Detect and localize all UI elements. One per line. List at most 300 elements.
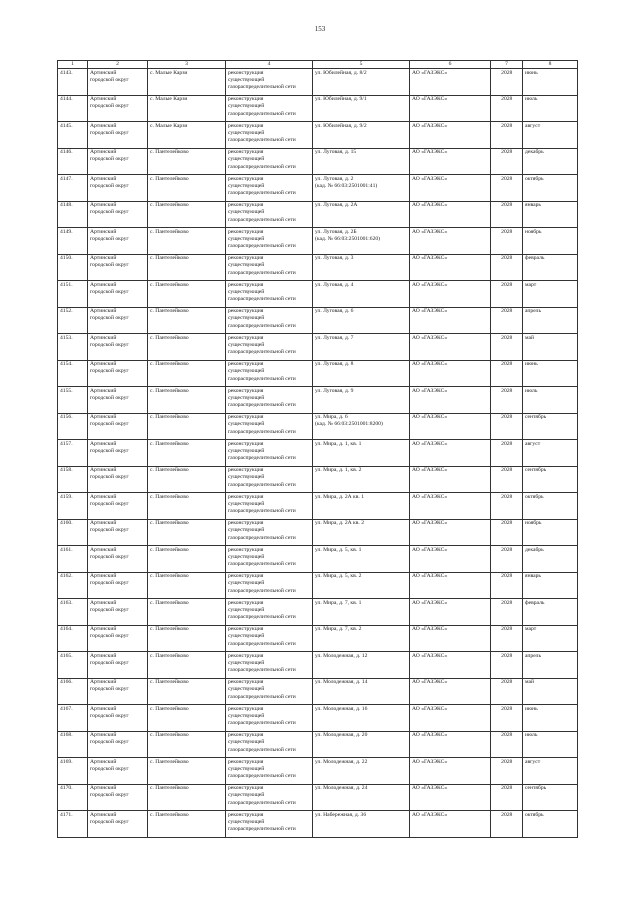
district-cell-line: городской округ [90,394,129,401]
work-type-cell-line: газораспределительной сети [228,481,296,488]
year-cell: 2028 [491,413,523,440]
address-cell-line: ул. Мира, д. 7, кв. 2 [315,626,362,632]
district-cell [88,201,148,228]
table-row [58,546,578,573]
work-type-cell-line: существующей [228,156,265,163]
month-cell: май [523,678,578,705]
work-type-cell-line: существующей [228,262,265,269]
district-cell-line: городской округ [90,712,129,719]
work-type-cell-line: реконструкция [228,467,264,473]
district-cell-line: городской округ [90,500,129,507]
work-type-cell-line: реконструкция [228,705,264,712]
table-row [58,254,578,281]
work-type-cell-line: реконструкция [228,732,264,738]
year-cell: 2028 [491,95,523,122]
locality-cell: с. Пантелейково [148,254,226,281]
work-type-cell [226,201,313,228]
row-number: 4150. [58,254,88,281]
district-cell [88,281,148,308]
work-type-cell-line: существующей [228,606,265,613]
locality-cell: с. Пантелейково [148,731,226,758]
row-number: 4161. [58,546,88,573]
year-cell: 2028 [491,519,523,546]
locality-cell: с. Пантелейково [148,148,226,175]
row-number: 4169. [58,758,88,785]
table-row [58,784,578,811]
address-cell [313,387,410,414]
district-cell-line: Артинский [90,440,117,447]
work-type-cell-line: газораспределительной сети [228,508,296,515]
district-cell-line: Артинский [90,387,117,394]
work-type-cell [226,69,313,96]
month-cell: февраль [523,599,578,626]
district-cell [88,466,148,493]
district-cell-line: городской округ [90,315,129,322]
organization-cell: АО «ГАЗЭКС» [410,360,491,387]
work-type-cell-line: реконструкция [228,96,264,102]
row-number: 4158. [58,466,88,493]
column-number: 8 [523,61,578,69]
work-type-cell-line: реконструкция [228,626,264,632]
year-cell: 2028 [491,466,523,493]
year-cell: 2028 [491,69,523,96]
work-type-cell-line: газораспределительной сети [228,375,296,382]
table-row [58,493,578,520]
district-cell [88,69,148,96]
year-cell: 2028 [491,599,523,626]
work-type-cell-line: газораспределительной сети [228,216,296,223]
address-cell [313,546,410,573]
row-number: 4148. [58,201,88,228]
address-cell-line: ул. Молодежная, д. 12 [315,652,368,659]
row-number: 4165. [58,652,88,679]
row-number: 4152. [58,307,88,334]
year-cell: 2028 [491,307,523,334]
row-number: 4160. [58,519,88,546]
work-type-cell [226,652,313,679]
column-number: 7 [491,61,523,69]
locality-cell: с. Пантелейково [148,519,226,546]
row-number: 4166. [58,678,88,705]
address-cell-line: (кад. № 66:03:2501001:620) [315,235,381,242]
organization-cell: АО «ГАЗЭКС» [410,334,491,361]
work-type-cell-line: существующей [228,394,265,401]
work-type-cell-line: существующей [228,235,265,242]
table-row [58,360,578,387]
work-type-cell-line: газораспределительной сети [228,773,296,780]
district-cell-line: городской округ [90,739,129,746]
work-type-cell-line: газораспределительной сети [228,587,296,594]
work-type-cell [226,254,313,281]
district-cell [88,175,148,202]
district-cell [88,440,148,467]
work-type-cell-line: реконструкция [228,758,264,765]
year-cell: 2028 [491,705,523,732]
work-type-cell-line: реконструкция [228,785,264,791]
year-cell: 2028 [491,334,523,361]
table-row [58,678,578,705]
work-type-cell [226,122,313,149]
address-cell-line: ул. Мира, д. 5, кв. 2 [315,573,362,579]
organization-cell: АО «ГАЗЭКС» [410,95,491,122]
organization-cell: АО «ГАЗЭКС» [410,705,491,732]
year-cell: 2028 [491,387,523,414]
organization-cell: АО «ГАЗЭКС» [410,811,491,838]
address-cell [313,307,410,334]
row-number: 4143. [58,69,88,96]
district-cell-line: Артинский [90,679,117,685]
row-number: 4167. [58,705,88,732]
address-cell-line: ул. Молодежная, д. 24 [315,785,368,791]
work-type-cell-line: существующей [228,500,265,507]
district-cell-line: городской округ [90,633,129,640]
work-type-cell-line: существующей [228,553,265,560]
work-type-cell-line: существующей [228,792,265,799]
work-type-cell-line: газораспределительной сети [228,799,296,806]
table-row [58,201,578,228]
month-cell: июль [523,387,578,414]
table-row [58,625,578,652]
year-cell: 2028 [491,440,523,467]
district-cell [88,652,148,679]
table-row [58,599,578,626]
year-cell: 2028 [491,678,523,705]
district-cell [88,360,148,387]
work-type-cell-line: существующей [228,633,265,640]
work-type-cell [226,387,313,414]
district-cell-line: Артинский [90,758,117,765]
page-number: 153 [314,25,326,33]
work-type-cell-line: существующей [228,341,265,348]
district-cell-line: Артинский [90,255,117,261]
work-type-cell [226,784,313,811]
work-type-cell [226,413,313,440]
district-cell-line: городской округ [90,421,129,428]
work-type-cell-line: газораспределительной сети [228,190,296,197]
district-cell-line: Артинский [90,811,117,818]
organization-cell: АО «ГАЗЭКС» [410,546,491,573]
row-number: 4147. [58,175,88,202]
locality-cell: с. Пантелейково [148,387,226,414]
work-type-cell-line: газораспределительной сети [228,84,296,91]
district-cell-line: Артинский [90,175,117,182]
year-cell: 2028 [491,572,523,599]
organization-cell: АО «ГАЗЭКС» [410,678,491,705]
month-cell: август [523,758,578,785]
work-type-cell [226,731,313,758]
work-type-cell-line: газораспределительной сети [228,322,296,329]
year-cell: 2028 [491,175,523,202]
district-cell-line: Артинский [90,573,117,579]
year-cell: 2028 [491,652,523,679]
district-cell-line: Артинский [90,69,117,76]
month-cell: январь [523,201,578,228]
district-cell [88,334,148,361]
work-type-cell [226,466,313,493]
address-cell-line: ул. Юбилейная, д. 9/1 [315,96,367,102]
work-type-cell-line: реконструкция [228,414,264,420]
organization-cell: АО «ГАЗЭКС» [410,254,491,281]
table-row [58,652,578,679]
locality-cell: с. Пантелейково [148,546,226,573]
district-cell-line: Артинский [90,520,117,526]
district-cell-line: городской округ [90,686,129,693]
district-cell-line: Артинский [90,122,117,129]
work-type-cell-line: реконструкция [228,546,264,553]
locality-cell: с. Пантелейково [148,413,226,440]
table-row [58,705,578,732]
address-cell [313,413,410,440]
locality-cell: с. Пантелейково [148,625,226,652]
work-type-cell-line: реконструкция [228,255,264,261]
column-number: 4 [226,61,313,69]
work-type-cell [226,440,313,467]
address-cell [313,625,410,652]
year-cell: 2028 [491,625,523,652]
organization-cell: АО «ГАЗЭКС» [410,307,491,334]
address-cell [313,228,410,255]
month-cell: ноябрь [523,519,578,546]
locality-cell: с. Пантелейково [148,201,226,228]
work-type-cell [226,334,313,361]
table-row [58,281,578,308]
month-cell: апрель [523,307,578,334]
work-type-cell-line: газораспределительной сети [228,243,296,250]
month-cell: июль [523,731,578,758]
table-row [58,69,578,96]
work-type-cell-line: реконструкция [228,387,264,394]
row-number: 4154. [58,360,88,387]
organization-cell: АО «ГАЗЭКС» [410,519,491,546]
work-type-cell-line: существующей [228,421,265,428]
work-type-cell-line: газораспределительной сети [228,746,296,753]
address-cell-line: ул. Мира, д. 2А кв. 1 [315,493,365,500]
organization-cell: АО «ГАЗЭКС» [410,731,491,758]
year-cell: 2028 [491,201,523,228]
organization-cell: АО «ГАЗЭКС» [410,572,491,599]
year-cell: 2028 [491,758,523,785]
table-body [58,69,578,838]
work-type-cell [226,572,313,599]
district-cell [88,784,148,811]
district-cell-line: городской округ [90,606,129,613]
table-header [58,61,578,69]
address-cell-line: ул. Луговая, д. 9 [315,387,354,394]
year-cell: 2028 [491,254,523,281]
address-cell-line: ул. Набережная, д. 36 [315,811,367,818]
month-cell: март [523,625,578,652]
work-type-cell-line: газораспределительной сети [228,561,296,568]
work-type-cell-line: существующей [228,182,265,189]
district-cell-line: Артинский [90,546,117,553]
organization-cell: АО «ГАЗЭКС» [410,784,491,811]
district-cell-line: городской округ [90,818,129,825]
address-cell [313,784,410,811]
row-number: 4168. [58,731,88,758]
address-cell [313,334,410,361]
district-cell-line: городской округ [90,447,129,454]
work-type-cell-line: реконструкция [228,679,264,685]
table-row [58,811,578,838]
work-type-cell-line: реконструкция [228,573,264,579]
locality-cell: с. Пантелейково [148,678,226,705]
work-type-cell [226,95,313,122]
district-cell [88,387,148,414]
district-cell [88,519,148,546]
year-cell: 2028 [491,784,523,811]
work-type-cell [226,493,313,520]
address-cell [313,281,410,308]
district-cell [88,307,148,334]
district-cell-line: городской округ [90,341,129,348]
district-cell-line: Артинский [90,414,117,420]
district-cell [88,546,148,573]
year-cell: 2028 [491,148,523,175]
address-cell [313,69,410,96]
organization-cell: АО «ГАЗЭКС» [410,122,491,149]
work-type-cell-line: газораспределительной сети [228,534,296,541]
work-type-cell-line: газораспределительной сети [228,137,296,144]
address-cell-line: ул. Мира, д. 1, кв. 1 [315,440,362,447]
month-cell: декабрь [523,148,578,175]
work-type-cell-line: реконструкция [228,202,264,208]
work-type-cell-line: существующей [228,447,265,454]
address-cell-line: ул. Мира, д. 5, кв. 1 [315,546,362,553]
district-cell-line: Артинский [90,228,117,235]
locality-cell: с. Пантелейково [148,175,226,202]
address-cell [313,360,410,387]
locality-cell: с. Пантелейково [148,360,226,387]
district-cell-line: Артинский [90,281,117,288]
work-type-cell-line: газораспределительной сети [228,296,296,303]
address-cell-line: ул. Луговая, д. 8 [315,361,354,367]
work-type-cell [226,811,313,838]
address-cell-line: ул. Луговая, д. 2Б [315,228,357,235]
address-cell-line: ул. Мира, д. 1, кв. 2 [315,467,362,473]
address-cell-line: ул. Молодежная, д. 16 [315,705,368,712]
work-type-cell-line: газораспределительной сети [228,163,296,170]
work-type-cell [226,307,313,334]
row-number: 4144. [58,95,88,122]
locality-cell: с. Пантелейково [148,705,226,732]
district-cell-line: городской округ [90,156,129,163]
month-cell: сентябрь [523,413,578,440]
locality-cell: с. Пантелейково [148,466,226,493]
address-cell-line: ул. Юбилейная, д. 9/2 [315,122,367,129]
address-cell-line: ул. Луговая, д. 4 [315,281,354,288]
district-cell [88,493,148,520]
locality-cell: с. Пантелейково [148,493,226,520]
organization-cell: АО «ГАЗЭКС» [410,228,491,255]
row-number: 4163. [58,599,88,626]
work-type-cell-line: газораспределительной сети [228,269,296,276]
district-cell [88,705,148,732]
district-cell [88,811,148,838]
table-row [58,466,578,493]
district-cell [88,413,148,440]
work-type-cell-line: существующей [228,368,265,375]
address-cell [313,122,410,149]
district-cell-line: городской округ [90,580,129,587]
row-number: 4157. [58,440,88,467]
district-cell-line: Артинский [90,467,117,473]
district-cell-line: Артинский [90,652,117,659]
address-cell [313,678,410,705]
address-cell [313,493,410,520]
row-number: 4156. [58,413,88,440]
locality-cell: с. Пантелейково [148,599,226,626]
table-row [58,387,578,414]
work-type-cell-line: реконструкция [228,281,264,288]
month-cell: сентябрь [523,466,578,493]
work-type-cell [226,758,313,785]
work-type-cell-line: газораспределительной сети [228,614,296,621]
table-row [58,228,578,255]
table-row [58,148,578,175]
locality-cell: с. Малые Карзи [148,69,226,96]
month-cell: февраль [523,254,578,281]
district-cell-line: Артинский [90,149,117,155]
year-cell: 2028 [491,811,523,838]
work-type-cell-line: реконструкция [228,811,264,818]
district-cell-line: Артинский [90,308,117,314]
locality-cell: с. Пантелейково [148,440,226,467]
district-cell-line: Артинский [90,96,117,102]
organization-cell: АО «ГАЗЭКС» [410,758,491,785]
address-cell-line: ул. Луговая, д. 15 [315,149,357,155]
locality-cell: с. Пантелейково [148,307,226,334]
work-type-cell [226,175,313,202]
work-type-cell-line: реконструкция [228,520,264,526]
locality-cell: с. Пантелейково [148,652,226,679]
district-cell-line: Артинский [90,493,117,500]
district-cell-line: городской округ [90,553,129,560]
locality-cell: с. Пантелейково [148,811,226,838]
year-cell: 2028 [491,122,523,149]
district-cell-line: Артинский [90,705,117,712]
work-type-cell-line: существующей [228,580,265,587]
column-number: 2 [88,61,148,69]
district-cell-line: городской округ [90,527,129,534]
work-type-cell-line: газораспределительной сети [228,402,296,409]
work-type-cell-line: газораспределительной сети [228,349,296,356]
district-cell [88,148,148,175]
column-number: 6 [410,61,491,69]
address-cell-line: ул. Молодежная, д. 20 [315,732,368,738]
month-cell: октябрь [523,493,578,520]
district-cell [88,731,148,758]
work-type-cell-line: реконструкция [228,599,264,606]
district-cell-line: городской округ [90,792,129,799]
work-type-cell-line: реконструкция [228,149,264,155]
month-cell: июнь [523,69,578,96]
work-type-cell-line: существующей [228,818,265,825]
locality-cell: с. Пантелейково [148,281,226,308]
work-type-cell-line: существующей [228,739,265,746]
address-cell [313,175,410,202]
district-cell-line: Артинский [90,626,117,632]
work-type-cell [226,519,313,546]
work-type-cell [226,281,313,308]
work-type-cell-line: газораспределительной сети [228,720,296,727]
address-cell-line: (кад. № 66:03:2501001:8200) [315,421,383,428]
year-cell: 2028 [491,731,523,758]
district-cell-line: городской округ [90,262,129,269]
work-type-cell-line: реконструкция [228,361,264,367]
work-type-cell-line: реконструкция [228,493,264,500]
district-cell-line: городской округ [90,288,129,295]
month-cell: март [523,281,578,308]
